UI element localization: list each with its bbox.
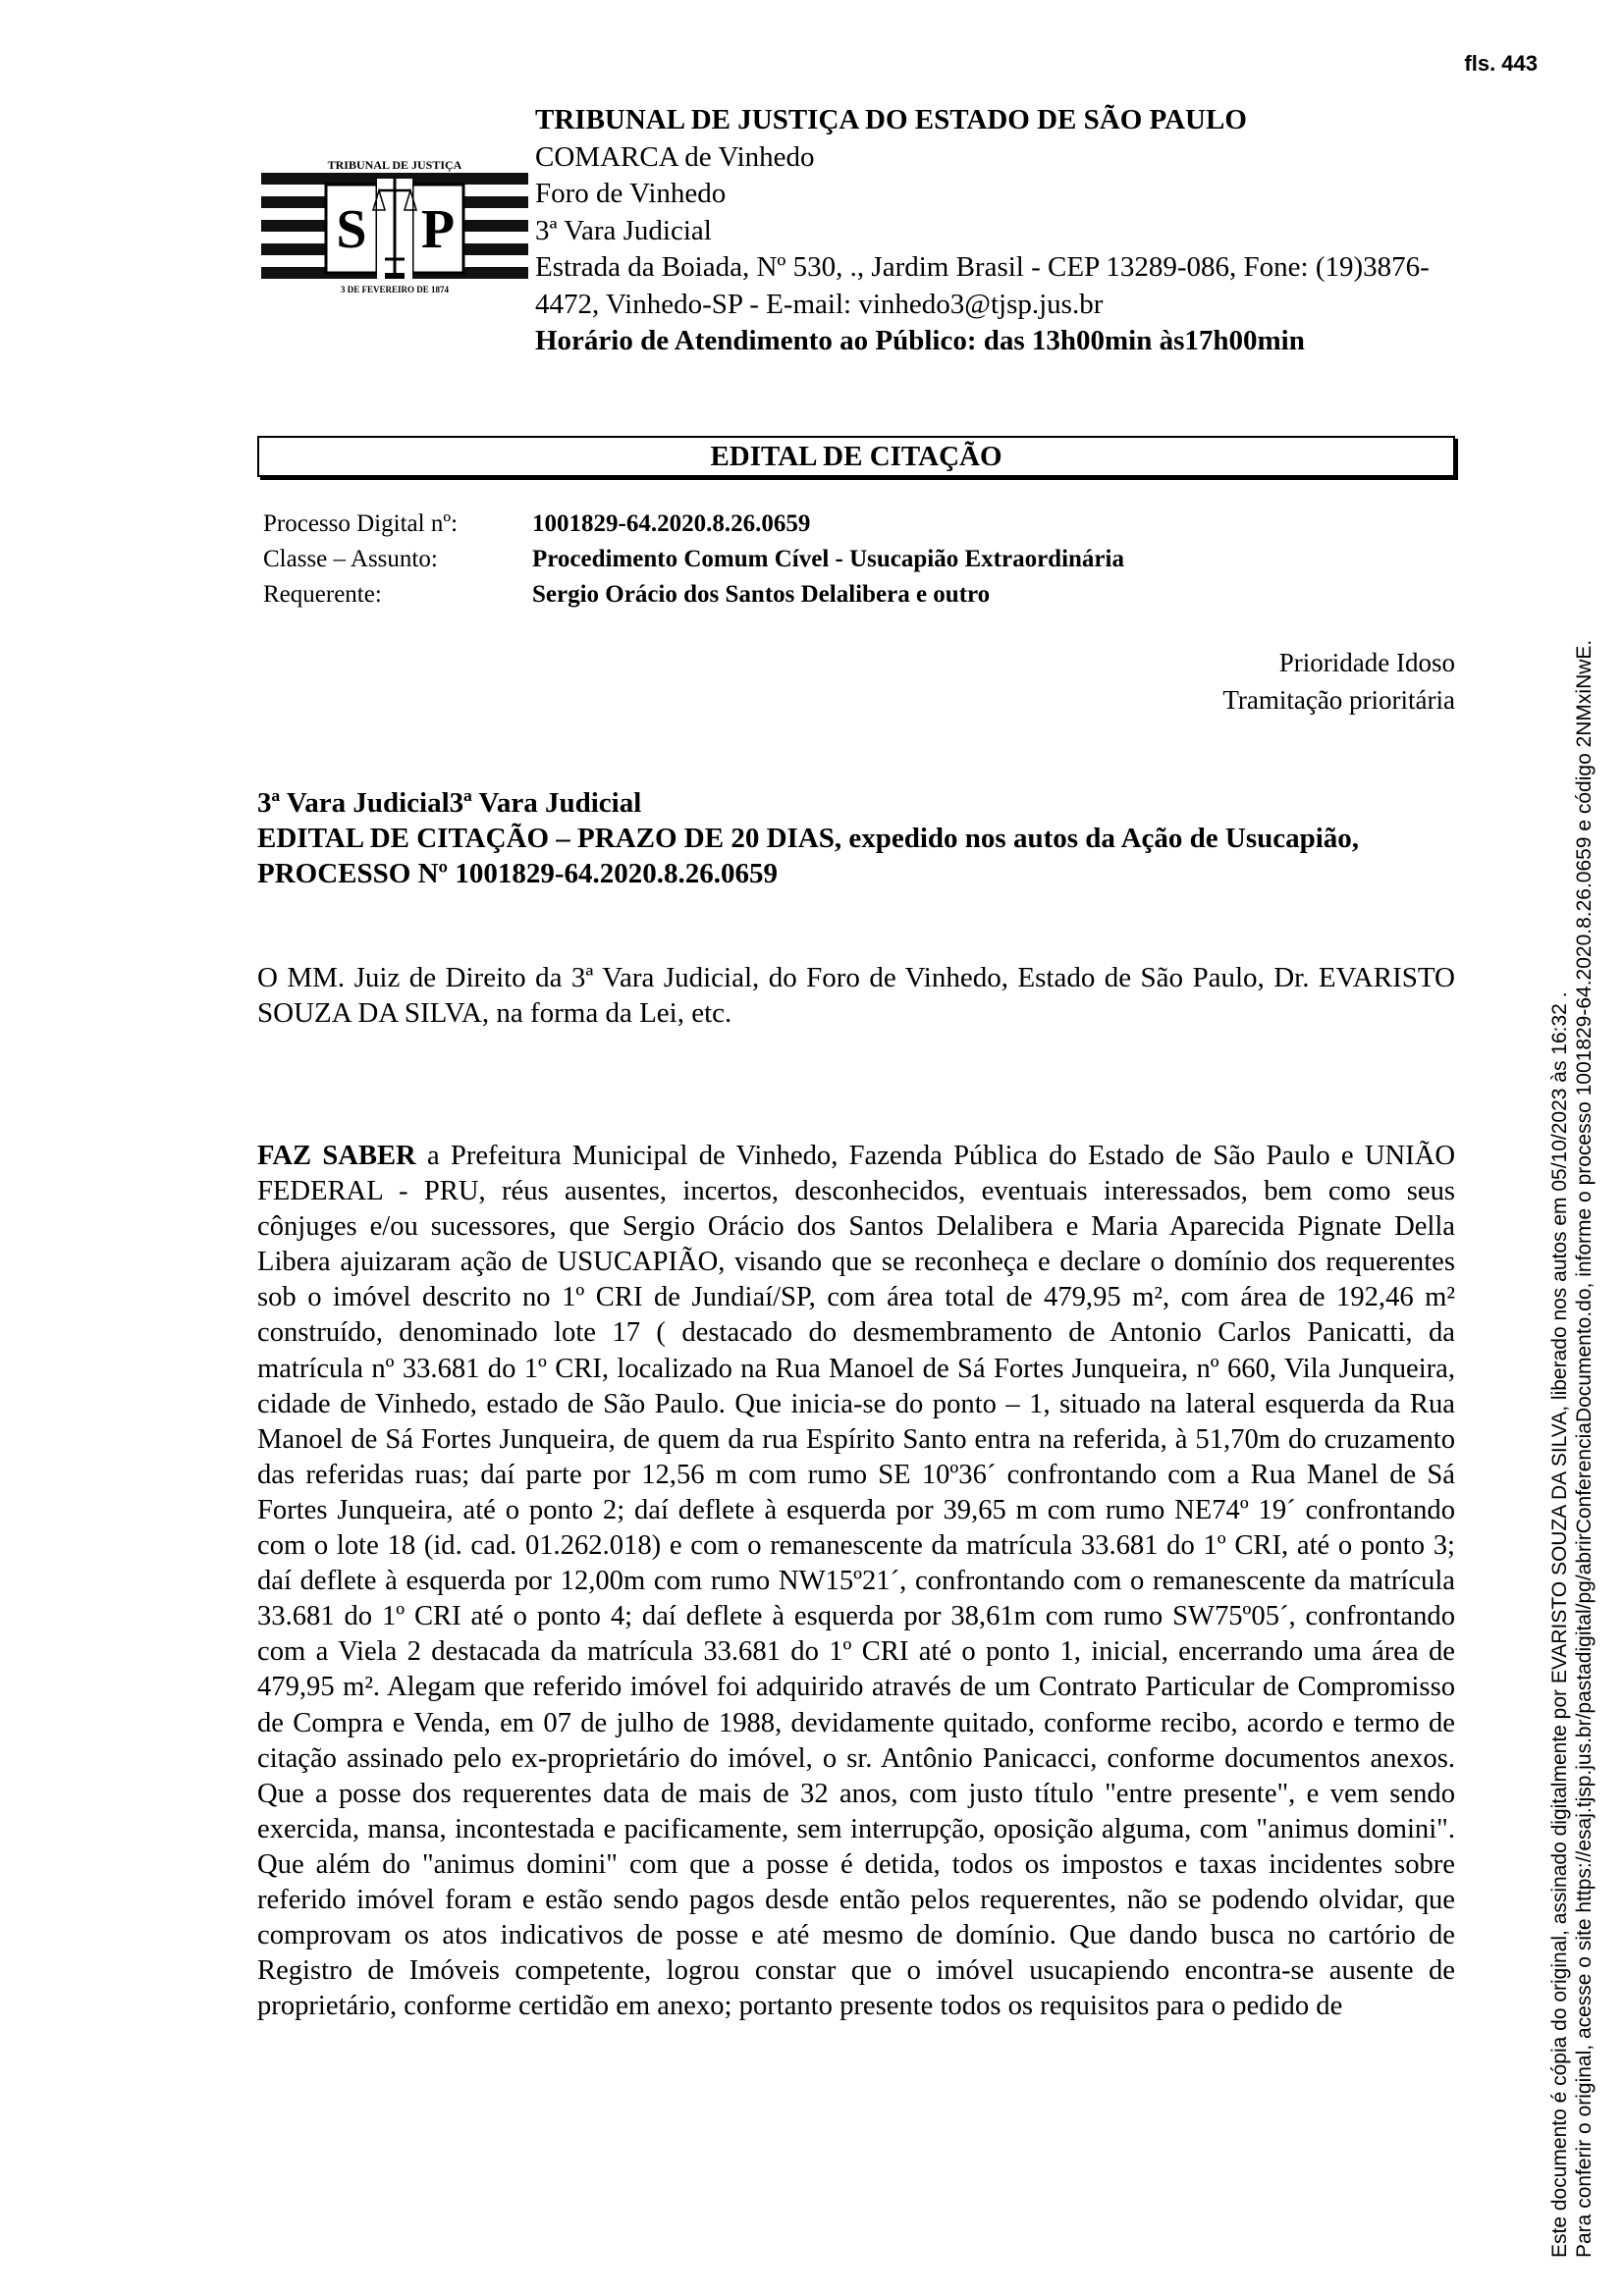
- body-paragraph: [257, 1139, 1455, 2024]
- process-number: 1001829-64.2020.8.26.0659: [532, 510, 811, 537]
- body-text: a Prefeitura Municipal de Vinhedo, Fazenda Pública do Estado de São Paulo e UNIÃO FEDERAL - PRU, réus ausentes, incertos, desconhecidos, eventuais interessados, bem como seus cônjuges e/ou sucessores, que Sergio Orácio dos Santos Delalibera e Maria Aparecida Pignate Della Libera ajuizaram ação de USUCAPIÃO, visando que se reconheça e declare o domínio dos requerentes sob o imóvel descrito no 1º CRI de Jundiaí/SP, com área total de 479,95 m², com área de 192,46 m² construído, denominado lote 17 ( destacado do desmembramento de Antonio Carlos Panicatti, da matrícula nº 33.681 do 1º CRI, localizado na Rua Manoel de Sá Fortes Junqueira, nº 660, Vila Junqueira, cidade de Vinhedo, estado de São Paulo. Que inicia-se do ponto – 1, situado na lateral esquerda da Rua Manoel de Sá Fortes Junqueira, de quem da rua Espírito Santo entra na referida, à 51,70m do cruzamento das referidas ruas; daí parte por 12,56 m com rumo SE 10º36´ confrontando com a Rua Manel de Sá Fortes Junqueira, até o ponto 2; daí deflete à esquerda por 39,65 m com rumo NE74º 19´ confrontando com o lote 18 (id. cad. 01.262.018) e com o remanescente da matrícula 33.681 do 1º CRI, até o ponto 3; daí deflete à esquerda por 12,00m com rumo NW15º21´, confrontando com o remanescente da matrícula 33.681 do 1º CRI até o ponto 4; daí deflete à esquerda por 38,61m com rumo SW75º05´, confrontando com a Viela 2 destacada da matrícula 33.681 do 1º CRI até o ponto 1, inicial, encerrando uma área de 479,95 m². Alegam que referido imóvel foi adquirido através de um Contrato Particular de Compromisso de Compra e Venda, em 07 de julho de 1988, devidamente quitado, conforme recibo, acordo e termo de citação assinado pelo ex-proprietário do imóvel, o sr. Antônio Panicacci, conforme documentos anexos. Que a posse dos requerentes data de mais de 32 anos, com justo título "entre presente", e vem sendo exercida, mansa, incontestada e pacificamente, sem interrupção, oposição alguma, com "animus domini". Que além do "animus domini" com que a posse é detida, todos os impostos e taxas incidentes sobre referido imóvel foram e estão sendo pagos desde então pelos requerentes, não se podendo olvidar, que comprovam os atos indicativos de posse e até mesmo de domínio. Que dando busca no cartório de Registro de Imóveis competente, logrou constar que o imóvel usucapiendo encontra-se ausente de proprietário, conforme certidão em anexo; portanto presente todos os requisitos para o pedido de: [257, 1141, 1456, 2022]
- vara: 3ª Vara Judicial: [535, 214, 712, 246]
- body-lead: FAZ SABER: [257, 1141, 416, 1171]
- signature-note-line-2: Para conferir o original, acesse o site https://esaj.tjsp.jus.br/pastadigital/pg/abrirConferenciaDocumento.do, informe o processo 1001829-64.2020.8.26.0659 e código 2NMxiNwE.: [1573, 639, 1596, 2258]
- edital-heading: [257, 785, 1455, 891]
- intro-paragraph: O MM. Juiz de Direito da 3ª Vara Judicial, do Foro de Vinhedo, Estado de São Paulo, Dr. EVARISTO SOUZA DA SILVA, na forma da Lei, etc.: [257, 962, 1455, 1029]
- foro: Foro de Vinhedo: [535, 178, 727, 209]
- seal-left-letter: S: [336, 199, 367, 260]
- plaintiff-value: Sergio Orácio dos Santos Delalibera e outro: [532, 581, 991, 608]
- digital-signature-note: [1547, 640, 1597, 2258]
- court-seal-logo: [261, 145, 528, 304]
- seal-top-text: TRIBUNAL DE JUSTIÇA: [327, 158, 462, 172]
- comarca: COMARCA de Vinhedo: [535, 140, 815, 173]
- class-label: Classe – Assunto:: [263, 546, 438, 572]
- seal-right-letter: P: [420, 199, 456, 260]
- edital-heading-line-1: 3ª Vara Judicial3ª Vara Judicial: [257, 787, 642, 819]
- priority-line-1: Prioridade Idoso: [1278, 648, 1455, 677]
- priority-note: [1222, 644, 1455, 719]
- class-row: [263, 542, 1124, 577]
- opening-hours: Horário de Atendimento ao Público: das 13h00min às17h00min: [535, 325, 1305, 356]
- process-row: [263, 507, 1124, 542]
- priority-line-2: Tramitação prioritária: [1222, 685, 1455, 715]
- signature-note-line-1: Este documento é cópia do original, assinado digitalmente por EVARISTO SOUZA DA SILVA, liberado nos autos em 05/10/2023 às 16:32 .: [1548, 991, 1571, 2258]
- page-number-label: fls. 443: [1464, 51, 1538, 76]
- court-address: Estrada da Boiada, Nº 530, ., Jardim Brasil - CEP 13289-086, Fone: (19)3876-4472, Vinhedo-SP - E-mail: vinhedo3@tjsp.jus.br: [535, 251, 1430, 320]
- document-title: EDITAL DE CITAÇÃO: [257, 436, 1455, 477]
- court-header: [535, 102, 1468, 360]
- scales-of-justice-icon: [373, 179, 416, 281]
- court-name: TRIBUNAL DE JUSTIÇA DO ESTADO DE SÃO PAULO: [535, 104, 1247, 135]
- plaintiff-row: [263, 577, 1124, 613]
- class-value: Procedimento Comum Cível - Usucapião Extraordinária: [532, 546, 1124, 572]
- case-metadata: [263, 507, 1124, 613]
- process-label: Processo Digital nº:: [263, 510, 459, 537]
- seal-bottom-text: 3 DE FEVEREIRO DE 1874: [340, 285, 450, 294]
- plaintiff-label: Requerente:: [263, 581, 382, 608]
- edital-heading-line-2: EDITAL DE CITAÇÃO – PRAZO DE 20 DIAS, expedido nos autos da Ação de Usucapião, PROCESSO Nº 1001829-64.2020.8.26.0659: [257, 823, 1360, 889]
